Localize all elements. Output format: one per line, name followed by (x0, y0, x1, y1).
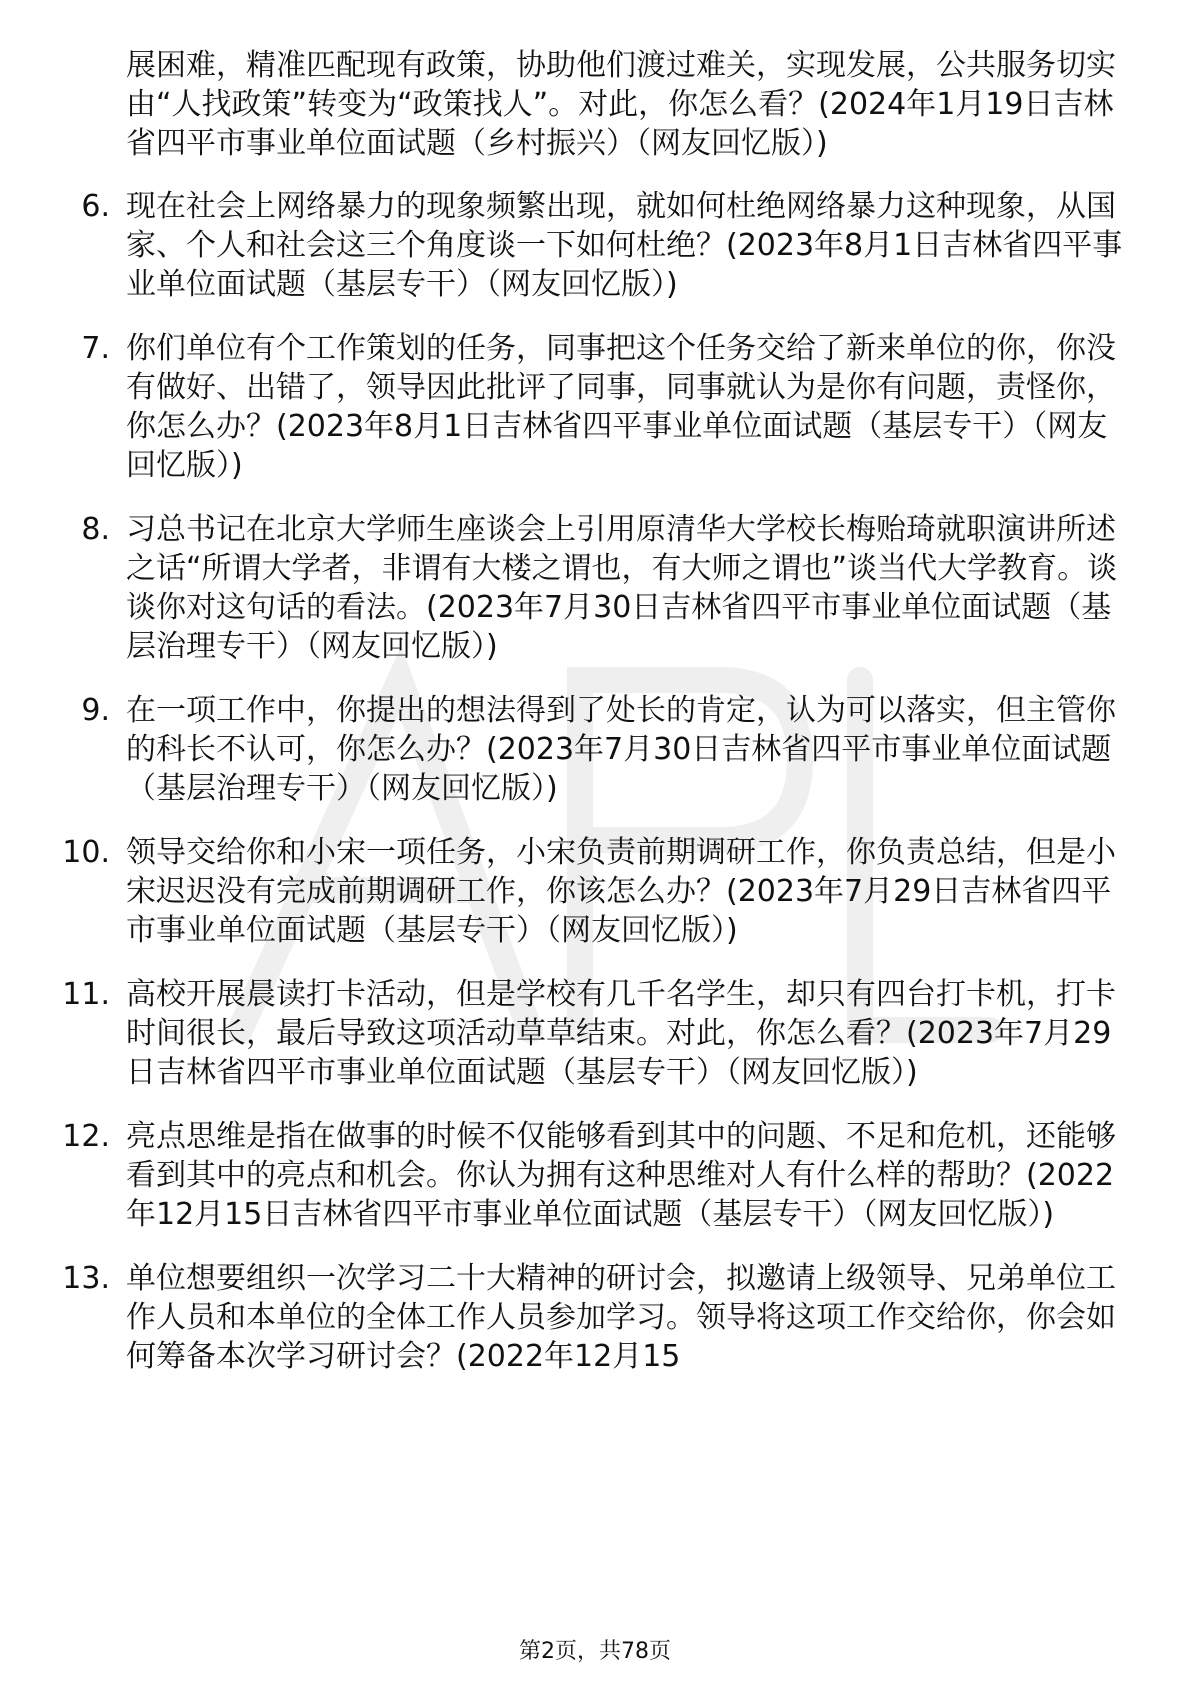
question-item-7 (81, 329, 1126, 485)
question-continuation: 展困难，精准匹配现有政策，协助他们渡过难关，实现发展，公共服务切实由“人找政策”转变为“政策找人”。对此，你怎么看？(2024年1月19日吉林省四平市事业单位面试题（乡村振兴）（网友回忆版）) (126, 48, 1116, 161)
question-number: 8. (81, 512, 110, 547)
question-item-9 (81, 691, 1126, 808)
question-text: 你们单位有个工作策划的任务，同事把这个任务交给了新来单位的你，你没有做好、出错了，领导因此批评了同事，同事就认为是你有问题，责怪你，你怎么办？(2023年8月1日吉林省四平事业单位面试题（基层专干）（网友回忆版）) (126, 331, 1116, 483)
question-number: 7. (81, 331, 110, 366)
question-number: 13. (62, 1261, 110, 1296)
question-number: 6. (81, 189, 110, 224)
question-text: 习总书记在北京大学师生座谈会上引用原清华大学校长梅贻琦就职演讲所述之话“所谓大学者，非谓有大楼之谓也，有大师之谓也”谈当代大学教育。谈谈你对这句话的看法。(2023年7月30日吉林省四平市事业单位面试题（基层治理专干）（网友回忆版）) (126, 512, 1118, 664)
question-item-8 (81, 510, 1126, 666)
question-number: 12. (62, 1119, 110, 1154)
question-number: 9. (81, 693, 110, 728)
question-item-6 (81, 187, 1126, 304)
page-content (0, 46, 1190, 1401)
question-text: 在一项工作中，你提出的想法得到了处长的肯定，认为可以落实，但主管你的科长不认可，你怎么办？(2023年7月30日吉林省四平市事业单位面试题（基层治理专干）（网友回忆版）) (126, 693, 1116, 806)
question-text: 亮点思维是指在做事的时候不仅能够看到其中的问题、不足和危机，还能够看到其中的亮点和机会。你认为拥有这种思维对人有什么样的帮助？(2022年12月15日吉林省四平市事业单位面试题（基层专干）（网友回忆版）) (126, 1119, 1116, 1232)
question-item-11 (62, 975, 1126, 1092)
question-text: 高校开展晨读打卡活动，但是学校有几千名学生，却只有四台打卡机，打卡时间很长，最后导致这项活动草草结束。对此，你怎么看？(2023年7月29日吉林省四平市事业单位面试题（基层专干）（网友回忆版）) (126, 977, 1116, 1090)
page-footer: 第2页，共78页 (519, 1639, 671, 1664)
question-item-13 (62, 1259, 1126, 1376)
question-text: 领导交给你和小宋一项任务，小宋负责前期调研工作，你负责总结，但是小宋迟迟没有完成前期调研工作，你该怎么办？(2023年7月29日吉林省四平市事业单位面试题（基层专干）（网友回忆版）) (126, 835, 1116, 948)
question-text: 现在社会上网络暴力的现象频繁出现，就如何杜绝网络暴力这种现象，从国家、个人和社会这三个角度谈一下如何杜绝？(2023年8月1日吉林省四平事业单位面试题（基层专干）（网友回忆版）) (126, 189, 1123, 302)
question-number: 10. (62, 835, 110, 870)
question-number: 11. (62, 977, 110, 1012)
question-text: 单位想要组织一次学习二十大精神的研讨会，拟邀请上级领导、兄弟单位工作人员和本单位的全体工作人员参加学习。领导将这项工作交给你，你会如何筹备本次学习研讨会？(2022年12月15 (126, 1261, 1116, 1374)
question-item-10 (62, 833, 1126, 950)
question-item-12 (62, 1117, 1126, 1234)
